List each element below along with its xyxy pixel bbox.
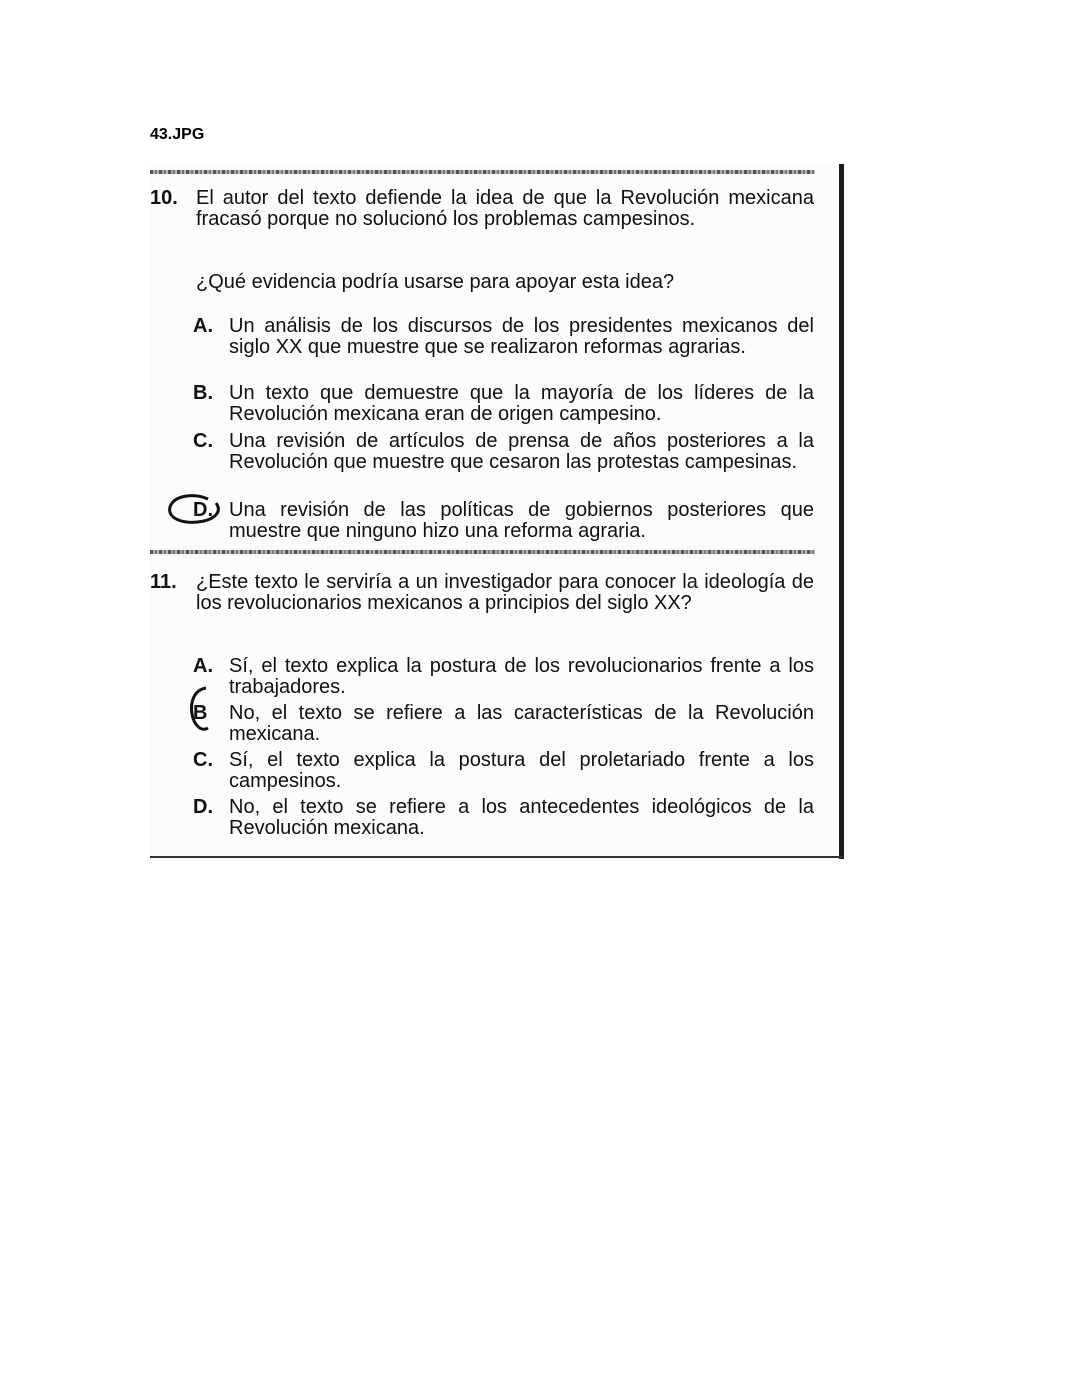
scanned-exam-image (150, 164, 843, 859)
option-text: Un análisis de los discursos de los presidentes mexicanos del siglo XX que muestre que se realizaron reformas agrarias. (229, 315, 814, 358)
middle-divider (150, 550, 815, 554)
option-letter: C. (193, 749, 213, 771)
option-text: No, el texto se refiere a las características de la Revolución mexicana. (229, 702, 814, 745)
scan-bottom-border (150, 856, 843, 858)
question-number: 10. (150, 187, 178, 209)
option-text: Una revisión de artículos de prensa de años posteriores a la Revolución que muestre que cesaron las protestas campesinas. (229, 430, 814, 473)
top-divider (150, 170, 815, 174)
question-number: 11. (150, 571, 177, 593)
question-text: ¿Este texto le serviría a un investigador para conocer la ideología de los revolucionarios mexicanos a principios del siglo XX? (196, 571, 814, 614)
option-text: Una revisión de las políticas de gobiernos posteriores que muestre que ninguno hizo una reforma agraria. (229, 499, 814, 542)
option-letter: B (193, 702, 208, 724)
scan-right-border (839, 164, 844, 859)
option-letter: A. (193, 655, 213, 677)
option-text: Sí, el texto explica la postura del proletariado frente a los campesinos. (229, 749, 814, 792)
file-label: 43.JPG (150, 126, 205, 143)
option-letter: D. (193, 796, 213, 818)
option-text: Un texto que demuestre que la mayoría de los líderes de la Revolución mexicana eran de origen campesino. (229, 382, 814, 425)
option-letter: D. (193, 499, 213, 521)
option-letter: B. (193, 382, 213, 404)
question-text: El autor del texto defiende la idea de que la Revolución mexicana fracasó porque no solucionó los problemas campesinos. (196, 187, 814, 230)
option-letter: C. (193, 430, 213, 452)
question-prompt: ¿Qué evidencia podría usarse para apoyar esta idea? (196, 271, 675, 293)
option-text: Sí, el texto explica la postura de los revolucionarios frente a los trabajadores. (229, 655, 814, 698)
option-letter: A. (193, 315, 213, 337)
option-text: No, el texto se refiere a los antecedentes ideológicos de la Revolución mexicana. (229, 796, 814, 839)
